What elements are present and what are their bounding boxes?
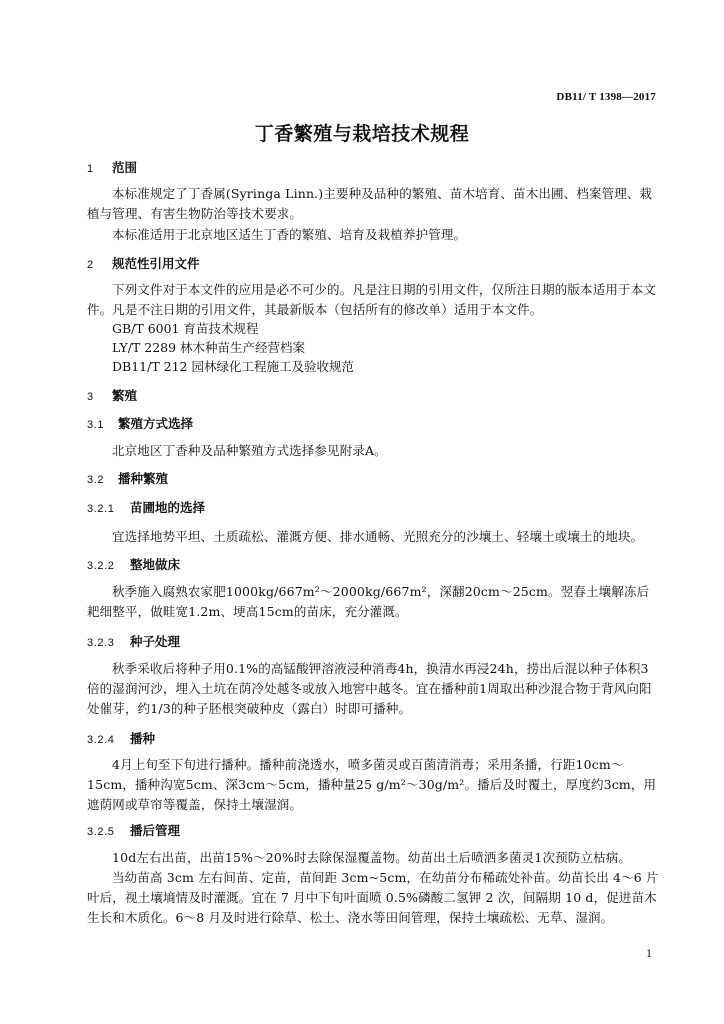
subsection-heading (87, 821, 180, 842)
page-number: 1 (646, 946, 652, 960)
paragraph: 当幼苗高 3cm 左右间苗、定苗，苗间距 3cm~5cm，在幼苗分布稀疏处补苗。幼苗长出 4～6 片叶后，视土壤墒情及时灌溉。宜在 7 月中下旬叶面喷 0.5%磷酸二氢钾 2 次，间隔期 10 d，促进苗木生长和木质化。6～8 月及时进行除草、松土、浇水等田间管理，保持土壤疏松、无草、湿润。 (87, 870, 659, 925)
section-number: 3.2.1 (87, 503, 115, 515)
section-number: 3.2.4 (87, 734, 115, 746)
paragraph: 北京地区丁香种及品种繁殖方式选择参见附录A。 (112, 443, 387, 458)
section-heading (87, 158, 137, 179)
document-title: 丁香繁殖与栽培技术规程 (254, 123, 470, 145)
standard-code: DB11/ T 1398—2017 (556, 91, 656, 103)
subsection-heading (87, 555, 180, 576)
section-number: 3.2.5 (87, 826, 115, 838)
section-title: 范围 (112, 160, 138, 175)
paragraph: 本标准适用于北京地区适生丁香的繁殖、培育及栽植养护管理。 (112, 227, 467, 242)
section-heading (87, 386, 137, 407)
paragraph: 秋季施入腐熟农家肥1000kg/667m²～2000kg/667m²，深翻20cm～25cm。翌春土壤解冻后耙细整平，做畦宽1.2m、埂高15cm的苗床，充分灌溉。 (87, 584, 650, 619)
paragraph: 4月上旬至下旬进行播种。播种前浇透水，喷多菌灵或百菌清消毒；采用条播，行距10cm～15cm，播种沟宽5cm、深3cm～5cm，播种量25 g/m²～30g/m²。播后及时覆土，厚度约3cm，用遮荫网或草帘等覆盖，保持土壤湿润。 (87, 757, 657, 812)
section-title: 规范性引用文件 (112, 256, 200, 271)
section-number: 3.2.3 (87, 637, 115, 649)
section-number: 3.1 (87, 419, 105, 431)
paragraph: 10d左右出苗，出苗15%～20%时去除保湿覆盖物。幼苗出土后喷洒多菌灵1次预防立枯病。 (112, 850, 632, 865)
paragraph: 宜选择地势平坦、土质疏松、灌溉方便、排水通畅、光照充分的沙壤土、轻壤土或壤土的地块。 (112, 529, 644, 544)
reference-item: LY/T 2289 林木种苗生产经营档案 (112, 340, 306, 355)
section-title: 繁殖方式选择 (118, 416, 194, 431)
section-title: 苗圃地的选择 (130, 500, 206, 515)
reference-item: GB/T 6001 育苗技术规程 (112, 321, 259, 336)
section-title: 播种繁殖 (118, 471, 169, 486)
section-title: 播种 (130, 731, 156, 746)
paragraph: 下列文件对于本文件的应用是必不可少的。凡是注日期的引用文件，仅所注日期的版本适用于本文件。凡是不注日期的引用文件，其最新版本（包括所有的修改单）适用于本文件。 (87, 282, 656, 317)
subsection-heading (87, 498, 205, 519)
section-number: 3.2 (87, 474, 105, 486)
paragraph: 秋季采收后将种子用0.1%的高锰酸钾溶液浸种消毒4h，换清水再浸24h，捞出后混以种子体积3倍的湿润河沙，埋入土坑在荫冷处越冬或放入地窖中越冬。宜在播种前1周取出种沙混合物于背风向阳处催芽，约1/3的种子胚根突破种皮（露白）时即可播种。 (87, 661, 652, 716)
subsection-heading (87, 414, 193, 435)
section-number: 3.2.2 (87, 560, 115, 572)
section-number: 1 (87, 163, 94, 175)
subsection-heading (87, 632, 180, 653)
section-number: 3 (87, 391, 94, 403)
reference-item: DB11/T 212 园林绿化工程施工及验收规范 (112, 359, 354, 374)
section-title: 种子处理 (130, 634, 181, 649)
section-title: 繁殖 (112, 388, 138, 403)
section-heading (87, 254, 200, 275)
section-title: 播后管理 (130, 823, 181, 838)
paragraph: 本标准规定了丁香属(Syringa Linn.)主要种及品种的繁殖、苗木培育、苗木出圃、档案管理、栽植与管理、有害生物防治等技术要求。 (87, 186, 653, 221)
subsection-heading (87, 729, 155, 750)
subsection-heading (87, 469, 168, 490)
section-title: 整地做床 (130, 557, 181, 572)
section-number: 2 (87, 259, 94, 271)
